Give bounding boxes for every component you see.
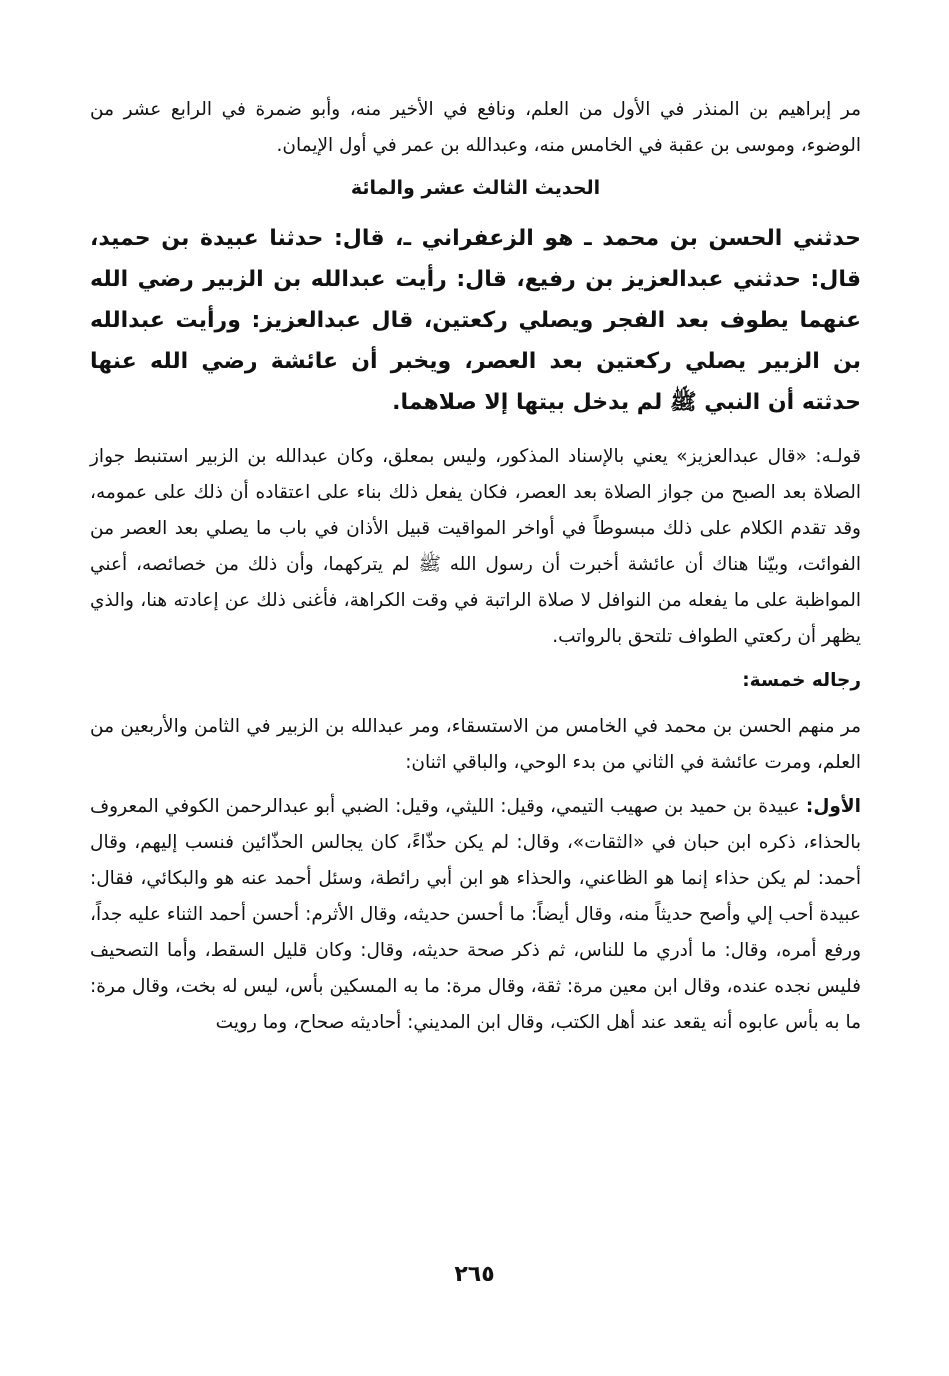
first-narrator-paragraph [90, 789, 861, 1041]
commentary-paragraph: قولـه: «قال عبدالعزيز» يعني بالإسناد المذكور، وليس بمعلق، وكان عبدالله بن الزبير استنبط جواز الصلاة بعد الصبح من جواز الصلاة بعد العصر، فكان يفعل ذلك بناء على اعتقاده أن ذلك على عمومه، وقد تقدم الكلام على ذلك مبسوطاً في أواخر المواقيت قبيل الأذان في باب ما يصلي بعد العصر من الفوائت، وبيّنا هناك أن عائشة أخبرت أن رسول الله ﷺ لم يتركهما، وأن ذلك من خصائصه، أعني المواظبة على ما يفعله من النوافل لا صلاة الراتبة في وقت الكراهة، فأغنى ذلك عن إعادته هنا، والذي يظهر أن ركعتي الطواف تلتحق بالرواتب. [90, 446, 861, 647]
first-narrator-label: الأول: [805, 796, 861, 817]
first-narrator-text: عبيدة بن حميد بن صهيب التيمي، وقيل: الليثي، وقيل: الضبي أبو عبدالرحمن الكوفي المعروف بالحذاء، ذكره ابن حبان في «الثقات»، وقال: لم يكن حذّاءً، كان يجالس الحذّائين فنسب إليهم، وقال أحمد: لم يكن حذاء إنما هو الظاعني، والحذاء هو ابن أبي رائطة، وسئل أحمد عنه هو والبكائي، فقال: عبيدة أحب إلي وأصح حديثاً منه، وقال أيضاً: ما أحسن حديثه، وقال الأثرم: أحسن أحمد الثناء عليه جداً، ورفع أمره، وقال: ما أدري ما للناس، ثم ذكر صحة حديثه، وقال: وكان قليل السقط، وأما التصحيف فليس نجده عنده، وقال ابن معين مرة: ثقة، وقال مرة: ما به المسكين بأس، ليس له بخت، وقال مرة: ما به بأس عابوه أنه يقعد عند أهل الكتب، وقال ابن المديني: أحاديثه صحاح، وما رويت [90, 796, 861, 1033]
hadith-heading: الحديث الثالث عشر والمائة [350, 177, 601, 199]
hadith-text: حدثني الحسن بن محمد ـ هو الزعفراني ـ، قال: حدثنا عبيدة بن حميد، قال: حدثني عبدالعزيز بن رفيع، قال: رأيت عبدالله بن الزبير رضي الله عنهما يطوف بعد الفجر ويصلي ركعتين، قال عبدالعزيز: ورأيت عبدالله بن الزبير يصلي ركعتين بعد العصر، ويخبر أن عائشة رضي الله عنها حدثته أن النبي ﷺ لم يدخل بيتها إلا صلاهما. [90, 226, 861, 415]
intro-paragraph: مر إبراهيم بن المنذر في الأول من العلم، ونافع في الأخير منه، وأبو ضمرة في الرابع عشر من الوضوء، وموسى بن عقبة في الخامس منه، وعبدالله بن عمر في أول الإيمان. [90, 99, 861, 156]
narrators-heading: رجاله خمسة: [742, 670, 861, 691]
page-number: ٢٦٥ [454, 1262, 495, 1287]
page-body [90, 92, 861, 1041]
narrators-intro-paragraph: مر منهم الحسن بن محمد في الخامس من الاستسقاء، ومر عبدالله بن الزبير في الثامن والأربعين من العلم، ومرت عائشة في الثاني من بدء الوحي، والباقي اثنان: [90, 716, 861, 773]
